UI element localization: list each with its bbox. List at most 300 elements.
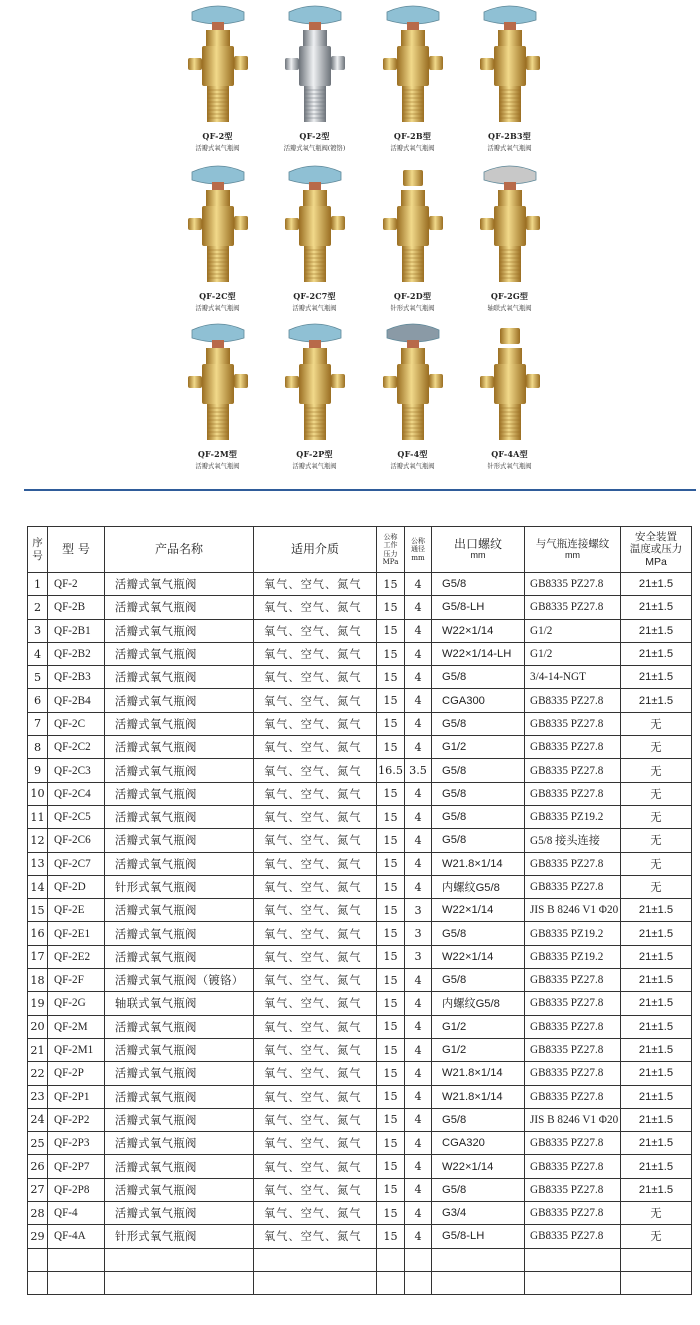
product-card: [462, 318, 557, 478]
cell-thread: JIS B 8246 V1 Φ20: [525, 1108, 621, 1131]
cell-diameter: 3: [405, 922, 432, 945]
cell-thread: G1/2: [525, 619, 621, 642]
cell-no: 7: [28, 712, 48, 735]
cell-medium: 氧气、空气、氮气: [254, 899, 377, 922]
product-card: [170, 318, 265, 478]
cell-outlet: 内螺纹G5/8: [432, 992, 525, 1015]
cell-name: 针形式氧气瓶阀: [105, 875, 254, 898]
spec-table: [27, 526, 692, 1295]
table-row: [28, 945, 692, 968]
valve-image: [184, 162, 252, 290]
product-gallery: [170, 0, 560, 480]
cell-model: QF-2P1: [48, 1085, 105, 1108]
valve-image: [476, 162, 544, 290]
cell-diameter: 4: [405, 829, 432, 852]
table-row: [28, 1015, 692, 1038]
table-row: [28, 875, 692, 898]
cell-model: QF-2E2: [48, 945, 105, 968]
cell-thread: GB8335 PZ19.2: [525, 945, 621, 968]
cell-medium: 氧气、空气、氮气: [254, 852, 377, 875]
cell-blank: [377, 1271, 405, 1294]
cell-thread: GB8335 PZ19.2: [525, 805, 621, 828]
section-divider: [24, 489, 696, 491]
cell-thread: GB8335 PZ27.8: [525, 852, 621, 875]
cell-medium: 氧气、空气、氮气: [254, 1132, 377, 1155]
table-row: [28, 1225, 692, 1248]
cell-outlet: CGA320: [432, 1132, 525, 1155]
cell-model: QF-2C6: [48, 829, 105, 852]
cell-name: 活瓣式氧气瓶阀: [105, 922, 254, 945]
cell-pressure: 15: [377, 805, 405, 828]
valve-image: [379, 2, 447, 130]
cell-pressure: 15: [377, 689, 405, 712]
cell-safety: 21±1.5: [621, 922, 692, 945]
cell-safety: 21±1.5: [621, 1108, 692, 1131]
cell-medium: 氧气、空气、氮气: [254, 573, 377, 596]
cell-medium: 氧气、空气、氮气: [254, 992, 377, 1015]
cell-safety: 21±1.5: [621, 945, 692, 968]
cell-medium: 氧气、空气、氮气: [254, 689, 377, 712]
cell-pressure: 15: [377, 829, 405, 852]
cell-name: 活瓣式氧气瓶阀: [105, 573, 254, 596]
cell-model: QF-2P7: [48, 1155, 105, 1178]
cell-outlet: G1/2: [432, 1038, 525, 1061]
table-row: [28, 969, 692, 992]
cell-safety: 无: [621, 829, 692, 852]
cell-name: 活瓣式氧气瓶阀: [105, 1085, 254, 1108]
cell-outlet: G5/8: [432, 1178, 525, 1201]
cell-blank: [621, 1271, 692, 1294]
table-row-blank: [28, 1248, 692, 1271]
cell-model: QF-2B2: [48, 642, 105, 665]
cell-diameter: 4: [405, 1225, 432, 1248]
cell-outlet: W22×1/14: [432, 945, 525, 968]
cell-safety: 21±1.5: [621, 1085, 692, 1108]
cell-blank: [405, 1271, 432, 1294]
cell-blank: [621, 1248, 692, 1271]
cell-medium: 氧气、空气、氮气: [254, 1038, 377, 1061]
cell-pressure: 15: [377, 1202, 405, 1225]
product-card: [462, 160, 557, 320]
cell-outlet: G5/8: [432, 1108, 525, 1131]
cell-name: 活瓣式氧气瓶阀: [105, 829, 254, 852]
cell-name: 活瓣式氧气瓶阀: [105, 712, 254, 735]
cell-name: 活瓣式氧气瓶阀: [105, 689, 254, 712]
cell-safety: 21±1.5: [621, 1132, 692, 1155]
cell-safety: 21±1.5: [621, 1038, 692, 1061]
product-description: 活瓣式氧气瓶阀: [292, 305, 337, 312]
cell-name: 活瓣式氧气瓶阀: [105, 666, 254, 689]
cell-no: 8: [28, 736, 48, 759]
cell-outlet: W21.8×1/14: [432, 1062, 525, 1085]
cell-safety: 21±1.5: [621, 619, 692, 642]
cell-outlet: G5/8: [432, 759, 525, 782]
cell-diameter: 4: [405, 573, 432, 596]
cell-no: 5: [28, 666, 48, 689]
cell-pressure: 15: [377, 619, 405, 642]
cell-thread: GB8335 PZ27.8: [525, 1015, 621, 1038]
cell-thread: G5/8 接头连接: [525, 829, 621, 852]
cell-thread: GB8335 PZ27.8: [525, 782, 621, 805]
cell-outlet: W22×1/14: [432, 899, 525, 922]
cell-thread: GB8335 PZ27.8: [525, 1038, 621, 1061]
cell-diameter: 4: [405, 1132, 432, 1155]
valve-image: [184, 2, 252, 130]
table-row: [28, 1062, 692, 1085]
cell-outlet: G5/8: [432, 805, 525, 828]
cell-pressure: 15: [377, 712, 405, 735]
cell-outlet: G5/8: [432, 573, 525, 596]
cell-model: QF-2P: [48, 1062, 105, 1085]
cell-outlet: 内螺纹G5/8: [432, 875, 525, 898]
product-model: QF-2D型: [393, 291, 432, 301]
cell-medium: 氧气、空气、氮气: [254, 712, 377, 735]
table-row: [28, 1085, 692, 1108]
cell-pressure: 15: [377, 945, 405, 968]
cell-blank: [28, 1248, 48, 1271]
cell-model: QF-2M: [48, 1015, 105, 1038]
table-row: [28, 642, 692, 665]
cell-thread: GB8335 PZ27.8: [525, 1085, 621, 1108]
cell-outlet: G5/8-LH: [432, 596, 525, 619]
cell-medium: 氧气、空气、氮气: [254, 922, 377, 945]
product-description: 活瓣式氧气瓶阀: [195, 305, 240, 312]
table-row: [28, 689, 692, 712]
cell-blank: [525, 1271, 621, 1294]
cell-model: QF-2E1: [48, 922, 105, 945]
cell-thread: GB8335 PZ27.8: [525, 689, 621, 712]
cell-outlet: W22×1/14-LH: [432, 642, 525, 665]
cell-outlet: G5/8: [432, 969, 525, 992]
product-model: QF-4A型: [491, 449, 528, 459]
product-card: [365, 160, 460, 320]
cell-medium: 氧气、空气、氮气: [254, 1178, 377, 1201]
cell-no: 13: [28, 852, 48, 875]
cell-diameter: 4: [405, 1085, 432, 1108]
table-row: [28, 922, 692, 945]
cell-thread: GB8335 PZ27.8: [525, 875, 621, 898]
cell-safety: 21±1.5: [621, 1155, 692, 1178]
cell-diameter: 4: [405, 666, 432, 689]
cell-safety: 21±1.5: [621, 573, 692, 596]
cell-medium: 氧气、空气、氮气: [254, 1062, 377, 1085]
cell-diameter: 3: [405, 945, 432, 968]
product-model: QF-4型: [397, 449, 428, 459]
header-diameter: 公称通径mm: [405, 527, 432, 573]
cell-no: 19: [28, 992, 48, 1015]
cell-safety: 无: [621, 852, 692, 875]
cell-medium: 氧气、空气、氮气: [254, 1015, 377, 1038]
header-model: 型 号: [48, 527, 105, 573]
cell-safety: 无: [621, 736, 692, 759]
product-description: 活瓣式氧气瓶阀: [195, 463, 240, 470]
cell-outlet: G1/2: [432, 1015, 525, 1038]
table-row: [28, 1038, 692, 1061]
product-card: [365, 318, 460, 478]
cell-model: QF-2C3: [48, 759, 105, 782]
cell-name: 活瓣式氧气瓶阀: [105, 1062, 254, 1085]
cell-diameter: 4: [405, 969, 432, 992]
cell-diameter: 3.5: [405, 759, 432, 782]
product-model: QF-2C型: [199, 291, 236, 301]
cell-outlet: G3/4: [432, 1202, 525, 1225]
cell-medium: 氧气、空气、氮气: [254, 1202, 377, 1225]
cell-model: QF-2C5: [48, 805, 105, 828]
cell-name: 活瓣式氧气瓶阀: [105, 852, 254, 875]
cell-pressure: 15: [377, 782, 405, 805]
product-card: [170, 160, 265, 320]
cell-diameter: 4: [405, 619, 432, 642]
cell-blank: [405, 1248, 432, 1271]
cell-outlet: G5/8: [432, 922, 525, 945]
cell-safety: 21±1.5: [621, 1062, 692, 1085]
cell-model: QF-2G: [48, 992, 105, 1015]
cell-safety: 无: [621, 782, 692, 805]
cell-thread: GB8335 PZ27.8: [525, 712, 621, 735]
valve-image: [476, 320, 544, 448]
cell-no: 10: [28, 782, 48, 805]
cell-medium: 氧气、空气、氮气: [254, 1155, 377, 1178]
cell-name: 轴联式氧气瓶阀: [105, 992, 254, 1015]
cell-thread: GB8335 PZ27.8: [525, 1178, 621, 1201]
cell-no: 11: [28, 805, 48, 828]
product-card: [267, 160, 362, 320]
cell-model: QF-2: [48, 573, 105, 596]
cell-diameter: 4: [405, 782, 432, 805]
cell-medium: 氧气、空气、氮气: [254, 759, 377, 782]
cell-safety: 21±1.5: [621, 642, 692, 665]
cell-thread: GB8335 PZ27.8: [525, 992, 621, 1015]
table-header-row: [28, 527, 692, 573]
cell-safety: 21±1.5: [621, 689, 692, 712]
cell-outlet: G5/8: [432, 782, 525, 805]
table-row: [28, 1108, 692, 1131]
cell-diameter: 4: [405, 1155, 432, 1178]
cell-medium: 氧气、空气、氮气: [254, 596, 377, 619]
table-row: [28, 899, 692, 922]
cell-name: 活瓣式氧气瓶阀: [105, 596, 254, 619]
table-row-blank: [28, 1271, 692, 1294]
cell-model: QF-2C: [48, 712, 105, 735]
table-row: [28, 805, 692, 828]
header-pressure: 公称工作压力MPa: [377, 527, 405, 573]
cell-diameter: 4: [405, 992, 432, 1015]
cell-safety: 无: [621, 1202, 692, 1225]
cell-diameter: 4: [405, 712, 432, 735]
valve-image: [379, 162, 447, 290]
table-row: [28, 992, 692, 1015]
cell-model: QF-4A: [48, 1225, 105, 1248]
cell-pressure: 15: [377, 1062, 405, 1085]
cell-blank: [48, 1248, 105, 1271]
cell-no: 28: [28, 1202, 48, 1225]
cell-no: 15: [28, 899, 48, 922]
cell-pressure: 15: [377, 1132, 405, 1155]
table-row: [28, 782, 692, 805]
cell-medium: 氧气、空气、氮气: [254, 945, 377, 968]
cell-no: 1: [28, 573, 48, 596]
cell-diameter: 4: [405, 1178, 432, 1201]
cell-blank: [254, 1248, 377, 1271]
cell-safety: 无: [621, 805, 692, 828]
cell-medium: 氧气、空气、氮气: [254, 1085, 377, 1108]
cell-diameter: 3: [405, 899, 432, 922]
cell-pressure: 15: [377, 969, 405, 992]
cell-medium: 氧气、空气、氮气: [254, 619, 377, 642]
cell-outlet: W21.8×1/14: [432, 1085, 525, 1108]
cell-outlet: G5/8: [432, 712, 525, 735]
header-name: 产品名称: [105, 527, 254, 573]
cell-name: 针形式氧气瓶阀: [105, 1225, 254, 1248]
cell-thread: GB8335 PZ27.8: [525, 1225, 621, 1248]
cell-no: 14: [28, 875, 48, 898]
cell-no: 3: [28, 619, 48, 642]
cell-safety: 无: [621, 712, 692, 735]
cell-name: 活瓣式氧气瓶阀: [105, 1178, 254, 1201]
cell-blank: [377, 1248, 405, 1271]
cell-model: QF-2D: [48, 875, 105, 898]
cell-model: QF-2P8: [48, 1178, 105, 1201]
cell-model: QF-2M1: [48, 1038, 105, 1061]
cell-thread: 3/4-14-NGT: [525, 666, 621, 689]
cell-name: 活瓣式氧气瓶阀: [105, 736, 254, 759]
cell-blank: [105, 1271, 254, 1294]
cell-pressure: 16.5: [377, 759, 405, 782]
cell-outlet: W21.8×1/14: [432, 852, 525, 875]
cell-name: 活瓣式氧气瓶阀: [105, 1132, 254, 1155]
cell-pressure: 15: [377, 642, 405, 665]
cell-outlet: G1/2: [432, 736, 525, 759]
cell-no: 16: [28, 922, 48, 945]
cell-thread: GB8335 PZ27.8: [525, 759, 621, 782]
product-model: QF-2型: [299, 131, 330, 141]
cell-diameter: 4: [405, 689, 432, 712]
cell-blank: [432, 1248, 525, 1271]
table-row: [28, 852, 692, 875]
product-model: QF-2G型: [490, 291, 529, 301]
table-row: [28, 759, 692, 782]
cell-diameter: 4: [405, 736, 432, 759]
cell-name: 活瓣式氧气瓶阀: [105, 805, 254, 828]
cell-model: QF-2B3: [48, 666, 105, 689]
valve-image: [184, 320, 252, 448]
table-row: [28, 573, 692, 596]
cell-safety: 21±1.5: [621, 596, 692, 619]
cell-thread: GB8335 PZ27.8: [525, 573, 621, 596]
cell-thread: GB8335 PZ27.8: [525, 1062, 621, 1085]
cell-medium: 氧气、空气、氮气: [254, 1108, 377, 1131]
cell-thread: JIS B 8246 V1 Φ20: [525, 899, 621, 922]
product-card: [365, 0, 460, 160]
valve-image: [379, 320, 447, 448]
cell-pressure: 15: [377, 666, 405, 689]
cell-blank: [525, 1248, 621, 1271]
cell-medium: 氧气、空气、氮气: [254, 829, 377, 852]
product-description: 活瓣式氧气瓶阀(镀铬): [283, 145, 346, 152]
cell-no: 24: [28, 1108, 48, 1131]
cell-no: 12: [28, 829, 48, 852]
product-description: 活瓣式氧气瓶阀: [390, 463, 435, 470]
cell-blank: [254, 1271, 377, 1294]
product-card: [267, 0, 362, 160]
table-body: [28, 573, 692, 1295]
cell-name: 活瓣式氧气瓶阀: [105, 1015, 254, 1038]
product-description: 轴联式氧气瓶阀: [487, 305, 532, 312]
cell-no: 9: [28, 759, 48, 782]
cell-blank: [48, 1271, 105, 1294]
product-card: [462, 0, 557, 160]
cell-model: QF-2B1: [48, 619, 105, 642]
valve-image: [281, 320, 349, 448]
cell-name: 活瓣式氧气瓶阀: [105, 759, 254, 782]
product-model: QF-2C7型: [293, 291, 336, 301]
cell-name: 活瓣式氧气瓶阀: [105, 899, 254, 922]
cell-safety: 无: [621, 1225, 692, 1248]
cell-diameter: 4: [405, 805, 432, 828]
cell-safety: 21±1.5: [621, 1015, 692, 1038]
cell-model: QF-2C4: [48, 782, 105, 805]
cell-diameter: 4: [405, 875, 432, 898]
cell-diameter: 4: [405, 1108, 432, 1131]
cell-thread: GB8335 PZ27.8: [525, 1132, 621, 1155]
cell-outlet: G5/8-LH: [432, 1225, 525, 1248]
cell-blank: [432, 1271, 525, 1294]
cell-diameter: 4: [405, 642, 432, 665]
cell-safety: 21±1.5: [621, 992, 692, 1015]
cell-no: 20: [28, 1015, 48, 1038]
cell-model: QF-2F: [48, 969, 105, 992]
cell-pressure: 15: [377, 1085, 405, 1108]
cell-safety: 21±1.5: [621, 666, 692, 689]
product-card: [267, 318, 362, 478]
header-thread: 与气瓶连接螺纹 mm: [525, 527, 621, 573]
cell-medium: 氧气、空气、氮气: [254, 736, 377, 759]
table-row: [28, 666, 692, 689]
cell-no: 26: [28, 1155, 48, 1178]
cell-model: QF-2P2: [48, 1108, 105, 1131]
cell-name: 活瓣式氧气瓶阀: [105, 1108, 254, 1131]
cell-model: QF-2E: [48, 899, 105, 922]
table-row: [28, 619, 692, 642]
cell-no: 4: [28, 642, 48, 665]
cell-no: 2: [28, 596, 48, 619]
cell-pressure: 15: [377, 596, 405, 619]
cell-no: 21: [28, 1038, 48, 1061]
cell-name: 活瓣式氧气瓶阀: [105, 945, 254, 968]
table-row: [28, 1155, 692, 1178]
cell-pressure: 15: [377, 1178, 405, 1201]
cell-no: 22: [28, 1062, 48, 1085]
cell-no: 23: [28, 1085, 48, 1108]
cell-name: 活瓣式氧气瓶阀: [105, 1038, 254, 1061]
cell-medium: 氧气、空气、氮气: [254, 875, 377, 898]
cell-diameter: 4: [405, 1015, 432, 1038]
cell-diameter: 4: [405, 1038, 432, 1061]
cell-thread: GB8335 PZ27.8: [525, 969, 621, 992]
table-row: [28, 596, 692, 619]
cell-pressure: 15: [377, 1038, 405, 1061]
cell-no: 25: [28, 1132, 48, 1155]
cell-no: 18: [28, 969, 48, 992]
cell-model: QF-2P3: [48, 1132, 105, 1155]
cell-thread: GB8335 PZ27.8: [525, 1155, 621, 1178]
product-description: 活瓣式氧气瓶阀: [195, 145, 240, 152]
cell-outlet: W22×1/14: [432, 619, 525, 642]
product-description: 针形式氧气瓶阀: [390, 305, 435, 312]
cell-pressure: 15: [377, 852, 405, 875]
cell-name: 活瓣式氧气瓶阀: [105, 782, 254, 805]
table-row: [28, 1132, 692, 1155]
